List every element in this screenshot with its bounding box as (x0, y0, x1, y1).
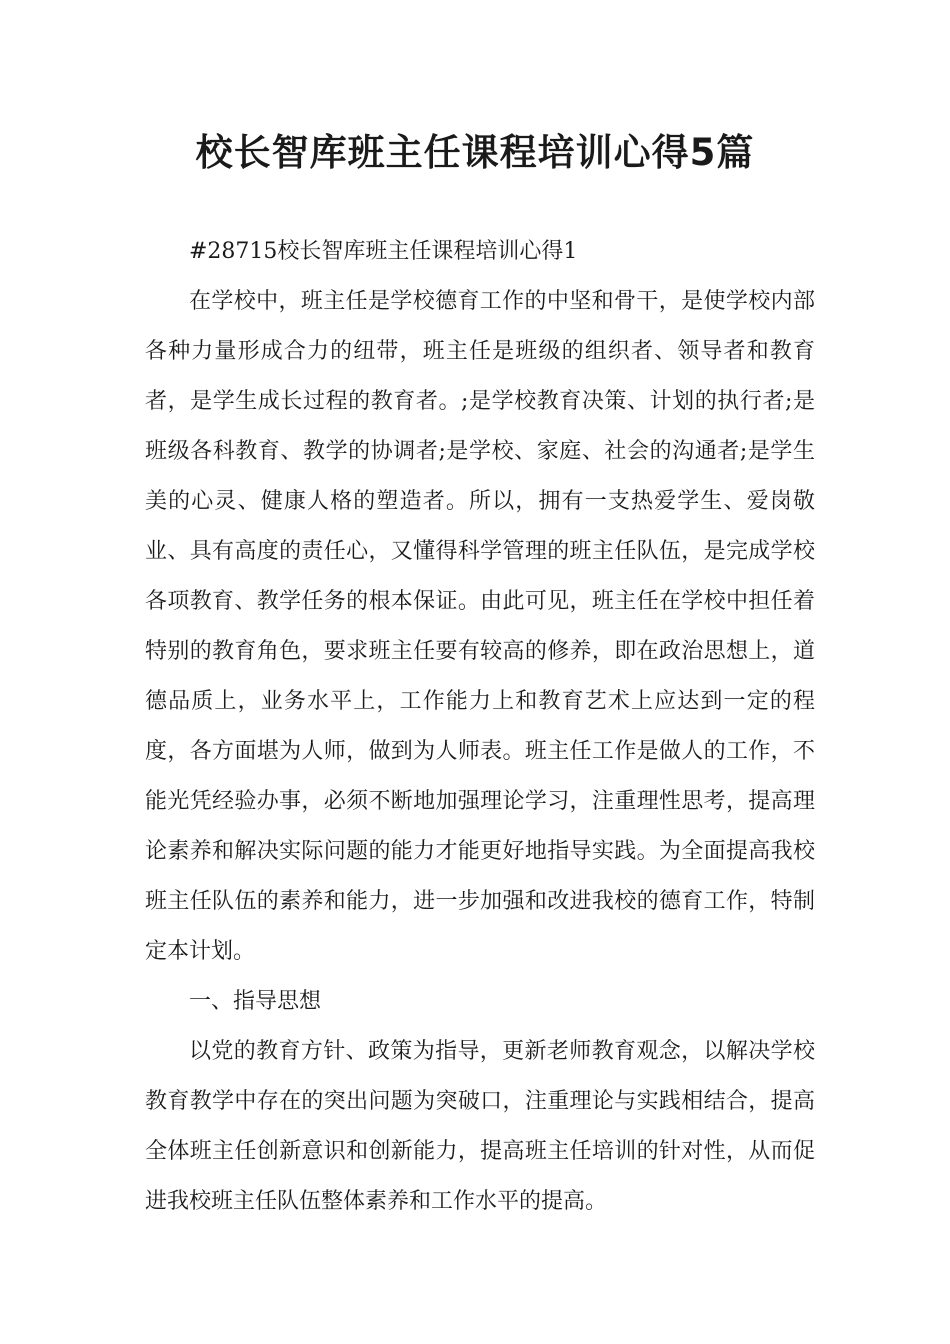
body-paragraph: 在学校中，班主任是学校德育工作的中坚和骨干，是使学校内部各种力量形成合力的纽带，班主任是班级的组织者、领导者和教育者，是学生成长过程的教育者。;是学校教育决策、计划的执行者;是班级各科教育、教学的协调者;是学校、家庭、社会的沟通者;是学生美的心灵、健康人格的塑造者。所以，拥有一支热爱学生、爱岗敬业、具有高度的责任心，又懂得科学管理的班主任队伍，是完成学校各项教育、教学任务的根本保证。由此可见，班主任在学校中担任着特别的教育角色，要求班主任要有较高的修养，即在政治思想上，道德品质上，业务水平上，工作能力上和教育艺术上应达到一定的程度，各方面堪为人师，做到为人师表。班主任工作是做人的工作，不能光凭经验办事，必须不断地加强理论学习，注重理性思考，提高理论素养和解决实际问题的能力才能更好地指导实践。为全面提高我校班主任队伍的素养和能力，进一步加强和改进我校的德育工作，特制定本计划。 (145, 289, 815, 964)
section-heading: #28715校长智库班主任课程培训心得1 (189, 239, 578, 264)
subsection-heading: 一、指导思想 (189, 989, 322, 1014)
body-paragraph: 以党的教育方针、政策为指导，更新老师教育观念，以解决学校教育教学中存在的突出问题为突破口，注重理论与实践相结合，提高全体班主任创新意识和创新能力，提高班主任培训的针对性，从而促进我校班主任队伍整体素养和工作水平的提高。 (145, 1039, 815, 1214)
document-body (145, 227, 815, 1227)
document-title: 校长智库班主任课程培训心得5篇 (195, 131, 755, 174)
